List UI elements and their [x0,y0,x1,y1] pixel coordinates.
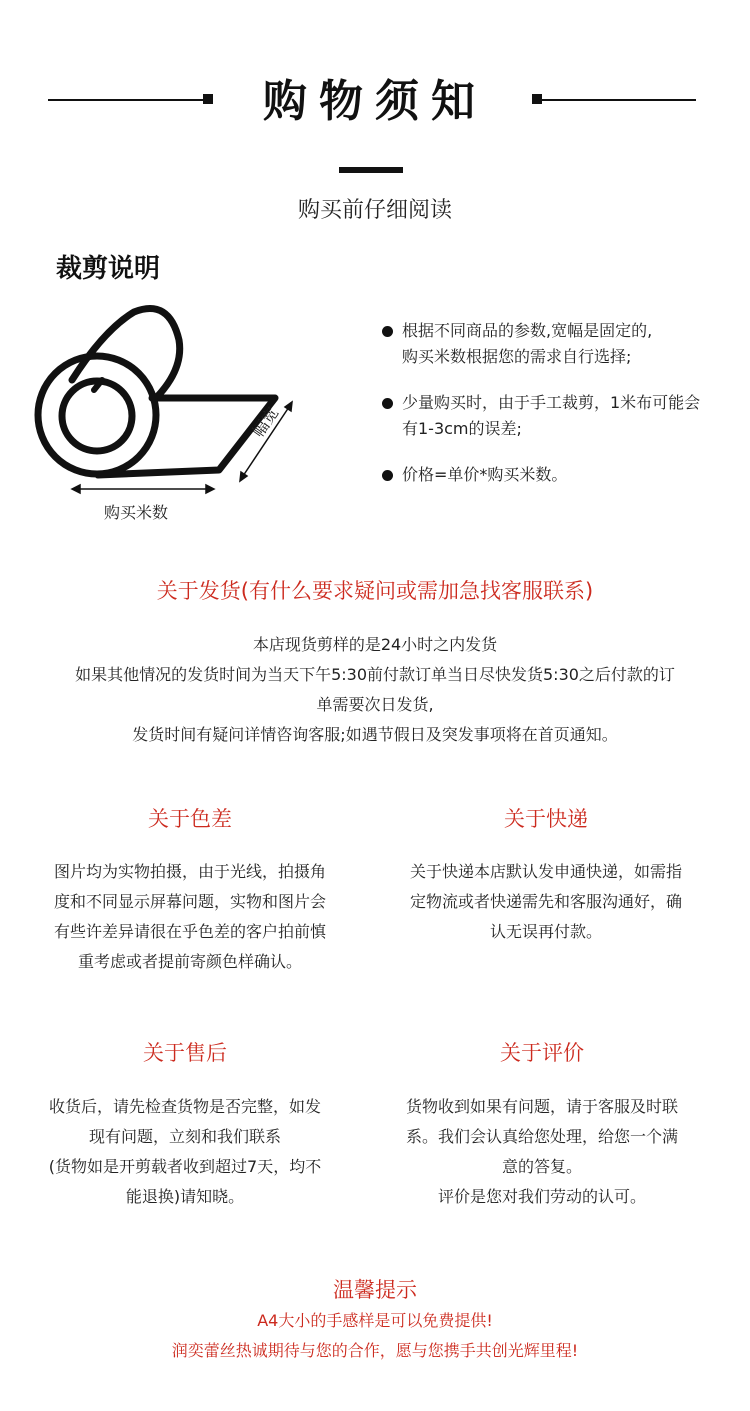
bullet-dot [382,398,393,409]
fabric-roll-diagram [24,290,324,530]
title-underline [339,167,403,173]
review-text: 货物收到如果有问题，请于客服及时联 系。我们会认真给您处理，给您一个满 意的答复。 评价是您对我们劳动的认可。 [405,1097,678,1206]
cutting-bullet: 少量购买时，由于手工裁剪，1米布可能会 有1-3cm的误差; [380,390,740,442]
tips-text: A4大小的手感样是可以免费提供! 润奕蕾丝热诚期待与您的合作，愿与您携手共创光辉里程! [171,1311,579,1360]
express-heading: 关于快递 [504,807,588,831]
length-label: 购买米数 [104,503,169,522]
after-sale-heading: 关于售后 [143,1041,227,1065]
page-title: 购物须知 [263,76,487,127]
bullet-dot [382,470,393,481]
shipping-text: 本店现货剪样的是24小时之内发货 如果其他情况的发货时间为当天下午5:30前付款订单当日尽快发货5:30之后付款的订 单需要次日发货, 发货时间有疑问详情咨询客服;如遇节假日及突发事项将在首页通知。 [75,635,675,744]
after-sale-text: 收货后，请先检查货物是否完整，如发 现有问题，立刻和我们联系 (货物如是开剪载者收到超过7天，均不 能退换)请知晓。 [48,1097,322,1206]
review-heading: 关于评价 [500,1041,584,1065]
width-label: 幅宽 [248,403,283,441]
page-subtitle: 购买前仔细阅读 [297,198,452,223]
title-block [0,70,750,140]
cutting-bullet: 根据不同商品的参数,宽幅是固定的, 购买米数根据您的需求自行选择; [380,318,740,370]
express-text: 关于快递本店默认发申通快递，如需指 定物流或者快递需先和客服沟通好，确 认无误再付款。 [409,862,682,941]
bullet-dot [382,326,393,337]
cutting-bullet-list [380,318,740,508]
shipping-heading: 关于发货(有什么要求疑问或需加急找客服联系) [156,579,594,603]
color-diff-heading: 关于色差 [148,807,232,831]
cutting-heading: 裁剪说明 [56,254,161,284]
title-right-line [540,99,696,101]
tips-heading: 温馨提示 [333,1278,417,1302]
color-diff-text: 图片均为实物拍摄，由于光线，拍摄角 度和不同显示屏幕问题，实物和图片会 有些许差异请很在乎色差的客户拍前慎 重考虑或者提前寄颜色样确认。 [53,862,326,971]
cutting-bullet: 价格=单价*购买米数。 [380,462,740,488]
